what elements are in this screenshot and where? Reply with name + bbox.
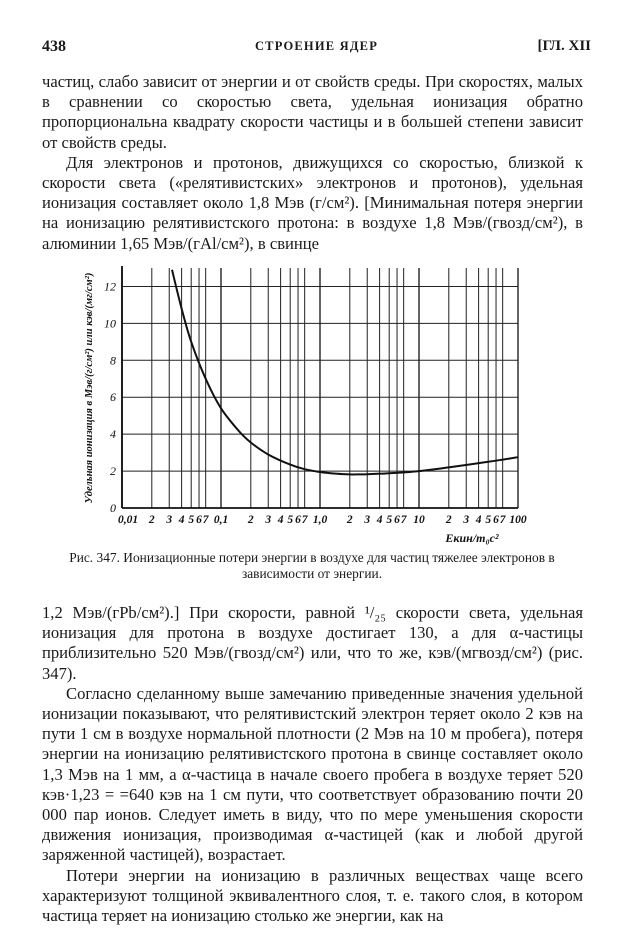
y-tick-label: 8 [110,353,116,368]
x-tick-label: 5 [287,514,294,526]
x-tick-label: 3 [166,514,173,526]
x-tick-label: 5 [188,514,195,526]
body-text-bottom [42,603,583,926]
x-tick-label: 2 [445,514,452,526]
x-tick-label: 6 [394,514,400,526]
x-tick-label: 4 [277,514,284,526]
ionization-chart [80,258,550,548]
running-title: СТРОЕНИЕ ЯДЕР [254,39,379,53]
x-tick-label: 6 [196,514,202,526]
x-tick-label: 3 [364,514,371,526]
x-tick-label: 100 [509,514,527,526]
x-tick-label: 0,01 [118,514,139,526]
x-tick-label: 5 [386,514,393,526]
paragraph: 1,2 Мэв/(гPb/см²).] При скорости, равной ¹/₂₅ скорости света, удельная ионизация для протона в воздухе достигает 130, а для α-частицы приблизительно 520 Мэв/(гвозд/см²) или, что то же, кэв/(мгвозд/см²) (рис. 347). [42,603,583,683]
y-tick-label: 2 [110,464,116,479]
paragraph: Для электронов и протонов, движущихся со скоростью, близкой к скорости света («релятивистских» электронов и протонов), удельная ионизация составляет около 1,8 Мэв (г/см²). [Минимальная потеря энергии на ионизацию релятивистского протона: в воздухе 1,8 Мэв/(гвозд/см²), в алюминии 1,65 Мэв/(гAl/см²), в свинце [42,152,583,253]
figure-caption: Рис. 347. Ионизационные потери энергии в воздухе для частиц тяжелее электронов в зависимости от энергии. [69,550,555,581]
x-tick-label: 6 [493,514,499,526]
x-tick-label: 7 [499,514,506,526]
x-tick-label: 0,1 [213,514,229,526]
y-tick-label: 0 [110,501,116,515]
x-tick-label: 3 [463,514,470,526]
x-tick-label: 1,0 [312,514,328,526]
page-header [42,38,591,60]
x-tick-label: 4 [475,514,482,526]
y-tick-label: 6 [110,390,116,405]
x-tick-label: 5 [485,514,492,526]
x-tick-label: 3 [265,514,272,526]
y-tick-label: 12 [104,279,116,294]
x-tick-label: 4 [178,514,185,526]
x-tick-label: 7 [202,514,209,526]
x-tick-label: 2 [346,514,353,526]
x-tick-label: 7 [400,514,407,526]
x-axis-label: Eкин/m₀c² [445,531,499,545]
x-tick-label: 7 [301,514,308,526]
paragraph: частиц, слабо зависит от энергии и от свойств среды. При скоростях, малых в сравнении со скоростью света, удельная ионизация обратно пропорциональна квадрату скорости частицы и в большей степени зависит от свойств среды. [42,72,583,152]
x-tick-label: 10 [413,514,425,526]
body-text-top [42,72,583,254]
paragraph: Согласно сделанному выше замечанию приведенные значения удельной ионизации показывают, что релятивистский электрон теряет около 2 кэв на пути 1 см в воздухе нормальной плотности (2 Мэв на 10 м пробега), потеря энергии на ионизацию релятивистского протона в свинце составляет около 1,3 Мэв на 1 мм, а α-частица в начале своего пробега в воздухе теряет 520 кэв·1,23 = =640 кэв на 1 см пути, что соответствует образованию почти 20 000 пар ионов. Следует иметь в виду, что по мере уменьшения скорости движения ионизация, производимая α-частицей (как и любой другой заряженной частицей), возрастает. [42,683,583,865]
y-tick-label: 10 [104,316,116,331]
x-tick-label: 6 [295,514,301,526]
x-tick-label: 4 [376,514,383,526]
x-tick-label: 2 [148,514,155,526]
chapter-mark: [ГЛ. XII [537,38,591,54]
paragraph: Потери энергии на ионизацию в различных веществах чаще всего характеризуют толщиной эквивалентного слоя, т. е. такого слоя, в котором частица теряет на ионизацию столько же энергии, как на [42,865,583,926]
figure-347 [80,258,550,548]
y-tick-label: 4 [110,427,116,442]
x-tick-label: 2 [247,514,254,526]
page-number: 438 [42,38,66,55]
y-axis-label: Удельная ионизация в Мэв/(г/см²) или кэв/(мг/см²) [84,272,95,504]
